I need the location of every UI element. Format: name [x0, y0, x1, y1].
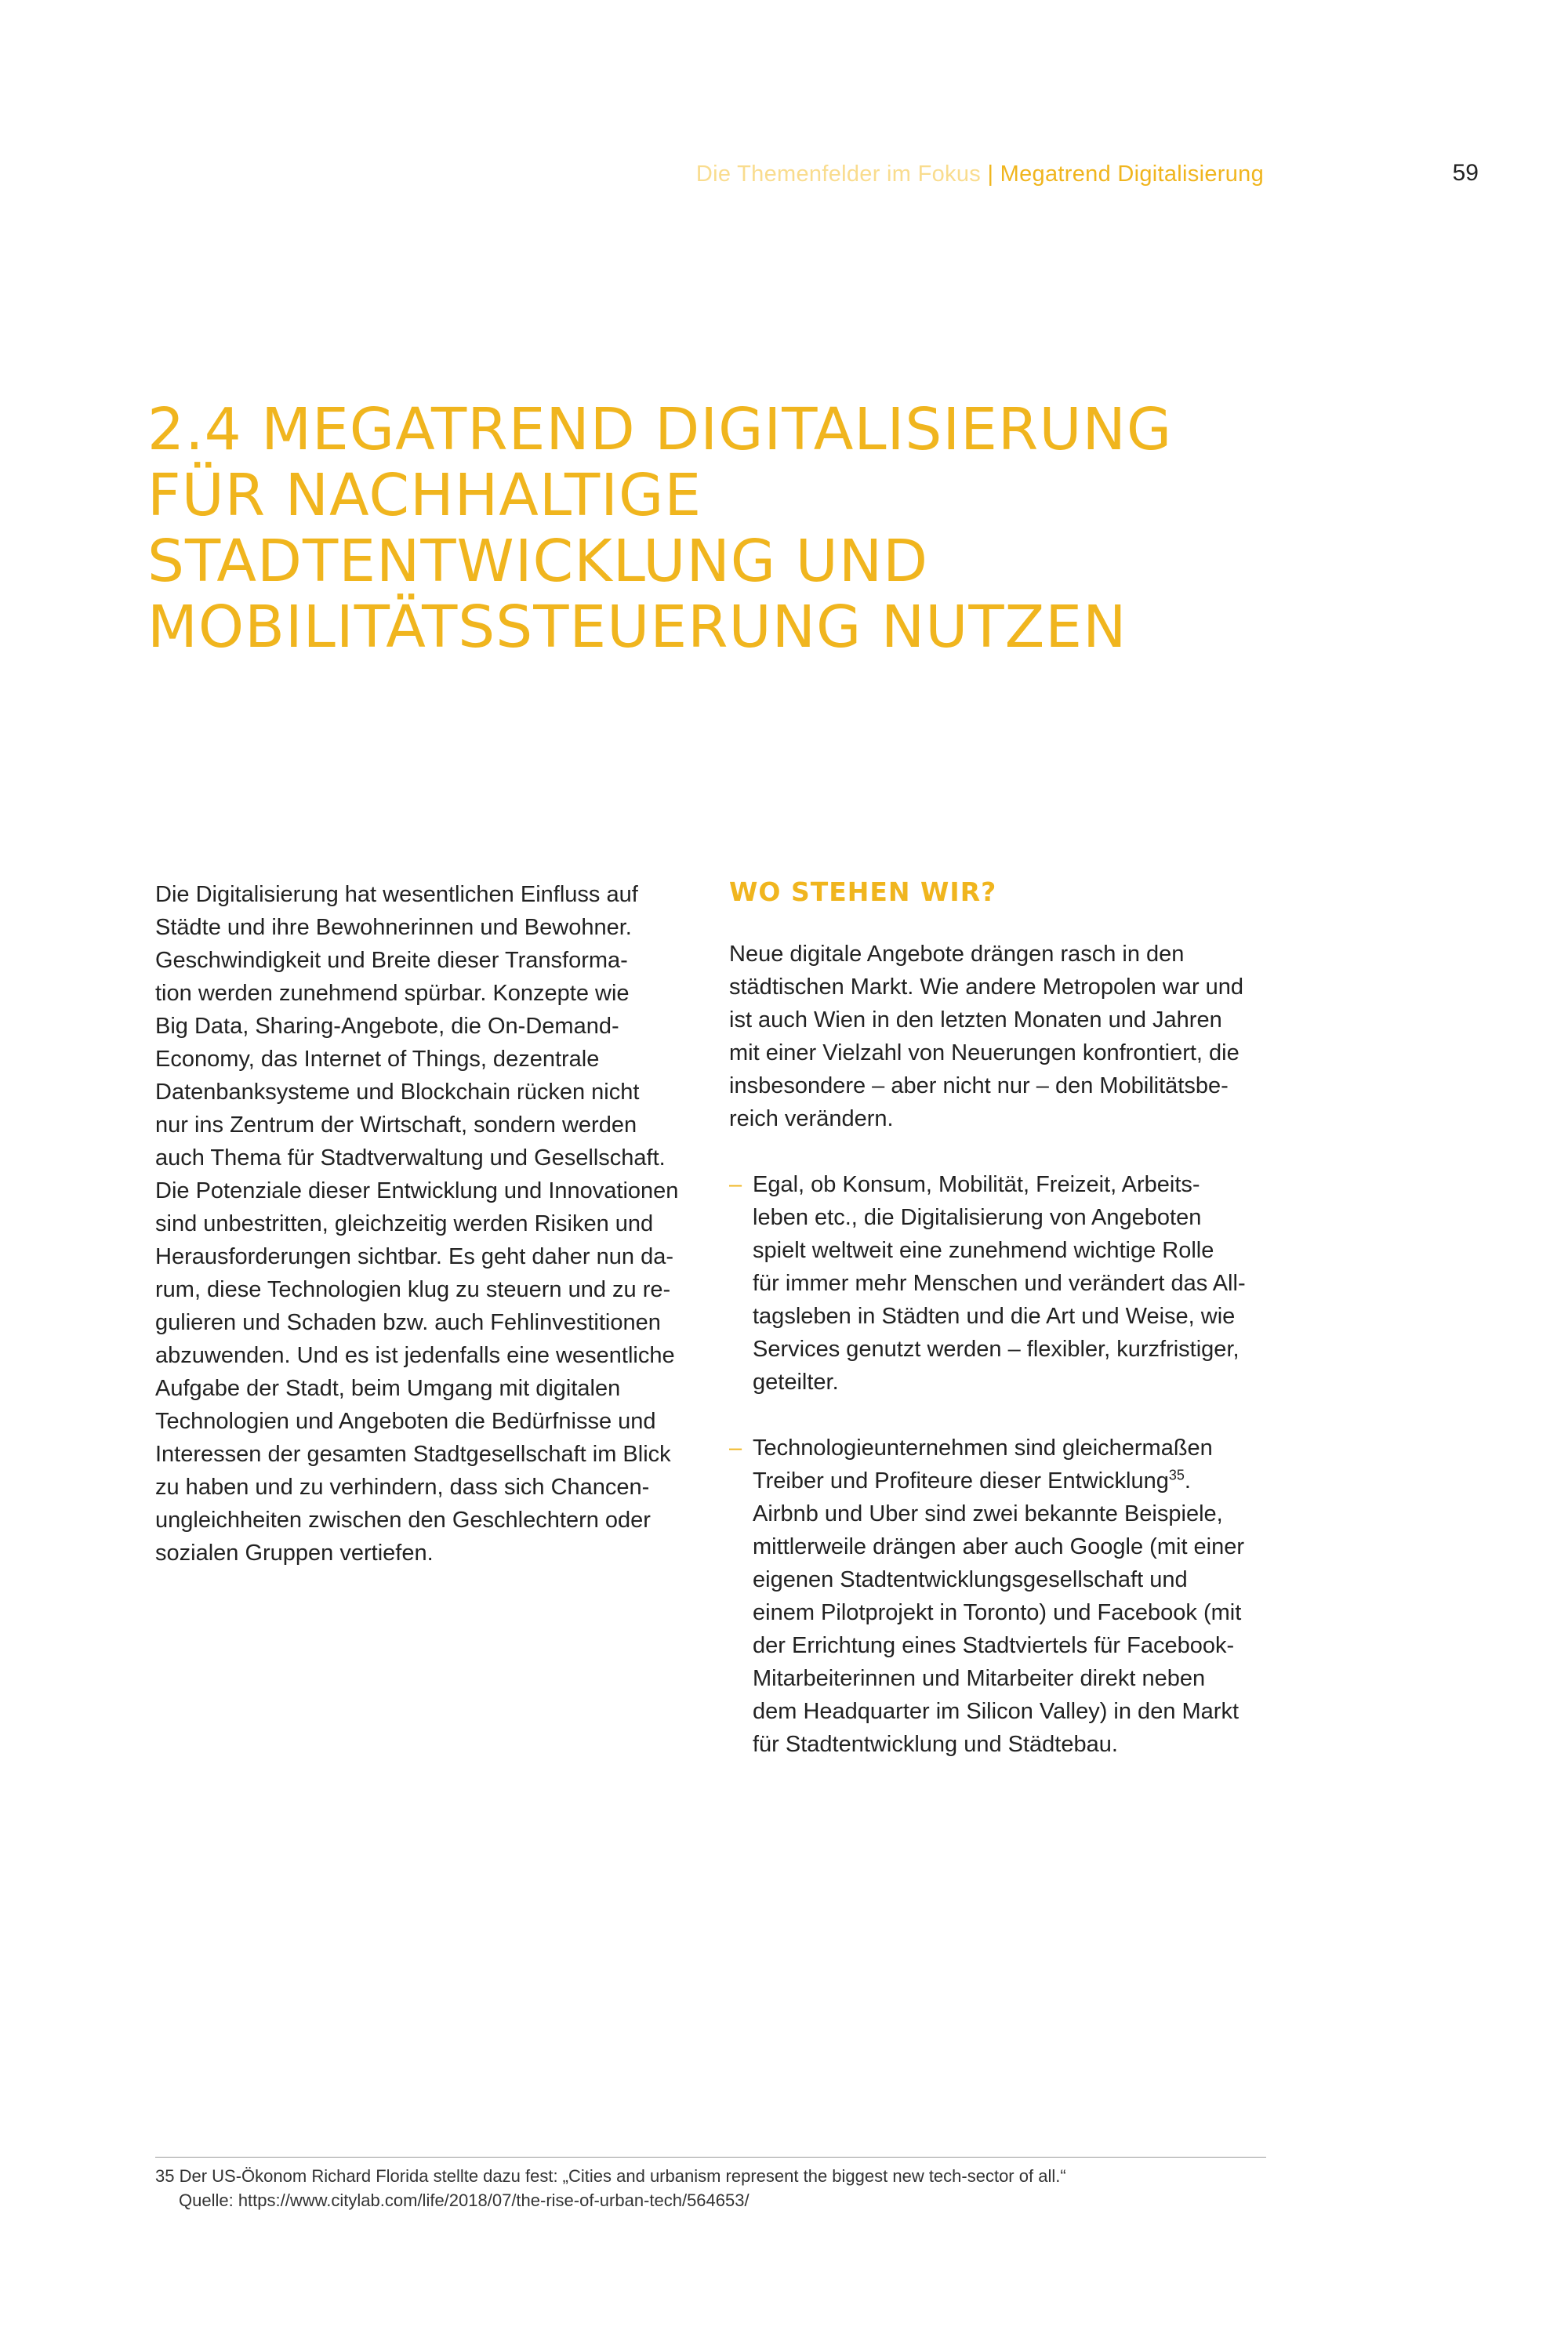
text-line: Neue digitale Angebote drängen rasch in den: [729, 942, 1185, 967]
footnote-source[interactable]: Quelle: https://www.citylab.com/life/2018/07/the-rise-of-urban-tech/564653/: [179, 2190, 750, 2210]
text-line: für Stadtentwicklung und Städtebau.: [753, 1732, 1118, 1757]
chapter-title-line: 2.4 MEGATREND DIGITALISIERUNG: [147, 396, 1173, 463]
text-line: Geschwindigkeit und Breite dieser Transforma-: [155, 948, 628, 973]
bullet-item: [729, 1168, 1278, 1399]
text-line: geteilter.: [753, 1370, 839, 1395]
chapter-title: [147, 397, 1402, 660]
bullet-dash: –: [729, 1436, 742, 1461]
text-line: Mitarbeiterinnen und Mitarbeiter direkt neben: [753, 1666, 1206, 1691]
text-line: Aufgabe der Stadt, beim Umgang mit digitalen: [155, 1376, 621, 1401]
text-line: Herausforderungen sichtbar. Es geht daher nun da-: [155, 1244, 673, 1269]
text-line: mittlerweile drängen aber auch Google (mit einer: [753, 1534, 1245, 1559]
text-line: städtischen Markt. Wie andere Metropolen war und: [729, 975, 1244, 1000]
page-number: 59: [1452, 160, 1479, 186]
chapter-title-line: FÜR NACHHALTIGE: [147, 462, 702, 529]
text-line: rum, diese Technologien klug zu steuern und zu re-: [155, 1277, 671, 1302]
text-line: reich verändern.: [729, 1106, 894, 1131]
text-line: einem Pilotprojekt in Toronto) und Facebook (mit: [753, 1600, 1242, 1625]
running-head-separator: |: [987, 162, 994, 187]
status-intro-paragraph: [729, 938, 1278, 1135]
sentence-end: .: [1184, 1468, 1191, 1494]
text-line: Services genutzt werden – flexibler, kurzfristiger,: [753, 1337, 1240, 1362]
text-line: für immer mehr Menschen und verändert das All-: [753, 1271, 1246, 1296]
section-heading: WO STEHEN WIR?: [729, 877, 997, 907]
text-line: Technologieunternehmen sind gleichermaßen: [753, 1436, 1213, 1461]
footnote: [155, 2164, 1331, 2212]
text-line: mit einer Vielzahl von Neuerungen konfrontiert, die: [729, 1040, 1240, 1065]
text-line: Städte und ihre Bewohnerinnen und Bewohner.: [155, 915, 632, 940]
text-line: ungleichheiten zwischen den Geschlechtern oder: [155, 1508, 651, 1533]
bullet-dash: –: [729, 1172, 742, 1197]
intro-paragraph: [155, 878, 704, 1570]
status-column: [729, 875, 1278, 1794]
text-line: der Errichtung eines Stadtviertels für Facebook-: [753, 1633, 1235, 1658]
text-line: sozialen Gruppen vertiefen.: [155, 1541, 434, 1566]
footnote-number: 35: [155, 2166, 175, 2186]
running-head: [696, 162, 1264, 187]
footnote-reference[interactable]: 35: [1168, 1467, 1185, 1483]
text-line: insbesondere – aber nicht nur – den Mobilitätsbe-: [729, 1073, 1229, 1098]
text-line: tion werden zunehmend spürbar. Konzepte wie: [155, 981, 630, 1006]
text-line: Technologien und Angeboten die Bedürfnisse und: [155, 1409, 656, 1434]
intro-column: [155, 878, 704, 1570]
text-line: leben etc., die Digitalisierung von Angeboten: [753, 1205, 1202, 1230]
text-line: auch Thema für Stadtverwaltung und Gesellschaft.: [155, 1145, 666, 1171]
text-line: abzuwenden. Und es ist jedenfalls eine wesentliche: [155, 1343, 675, 1368]
chapter-title-line: MOBILITÄTSSTEUERUNG NUTZEN: [147, 593, 1127, 661]
text-line: sind unbestritten, gleichzeitig werden Risiken und: [155, 1211, 654, 1236]
text-line: tagsleben in Städten und die Art und Weise, wie: [753, 1304, 1236, 1329]
running-head-chapter: Megatrend Digitalisierung: [1000, 162, 1264, 187]
chapter-title-line: STADTENTWICKLUNG UND: [147, 528, 929, 595]
text-line: Die Digitalisierung hat wesentlichen Einfluss auf: [155, 882, 638, 907]
footnote-divider: [155, 2157, 1266, 2158]
text-line: nur ins Zentrum der Wirtschaft, sondern werden: [155, 1112, 637, 1138]
text-line: Airbnb und Uber sind zwei bekannte Beispiele,: [753, 1501, 1223, 1526]
footnote-text: Der US-Ökonom Richard Florida stellte dazu fest: „Cities and urbanism represent the biggest new tech-sector of all.“: [179, 2166, 1066, 2186]
text-line: dem Headquarter im Silicon Valley) in den Markt: [753, 1699, 1240, 1724]
text-line: Egal, ob Konsum, Mobilität, Freizeit, Arbeits-: [753, 1172, 1200, 1197]
text-line: spielt weltweit eine zunehmend wichtige Rolle: [753, 1238, 1214, 1263]
text-line: gulieren und Schaden bzw. auch Fehlinvestitionen: [155, 1310, 661, 1335]
text-line: ist auch Wien in den letzten Monaten und Jahren: [729, 1007, 1222, 1033]
bullet-list: [729, 1168, 1278, 1761]
text-line: Big Data, Sharing-Angebote, die On-Demand-: [155, 1014, 619, 1039]
text-line: Die Potenziale dieser Entwicklung und Innovationen: [155, 1178, 679, 1203]
running-head-section: Die Themenfelder im Fokus: [695, 162, 982, 187]
text-line: Treiber und Profiteure dieser Entwicklung: [753, 1468, 1169, 1494]
text-line: Economy, das Internet of Things, dezentrale: [155, 1047, 600, 1072]
text-line: Datenbanksysteme und Blockchain rücken nicht: [155, 1080, 640, 1105]
text-line: eigenen Stadtentwicklungsgesellschaft und: [753, 1567, 1188, 1592]
text-line: Interessen der gesamten Stadtgesellschaft im Blick: [155, 1442, 671, 1467]
text-line: zu haben und zu verhindern, dass sich Chancen-: [155, 1475, 650, 1500]
bullet-item: [729, 1432, 1278, 1761]
